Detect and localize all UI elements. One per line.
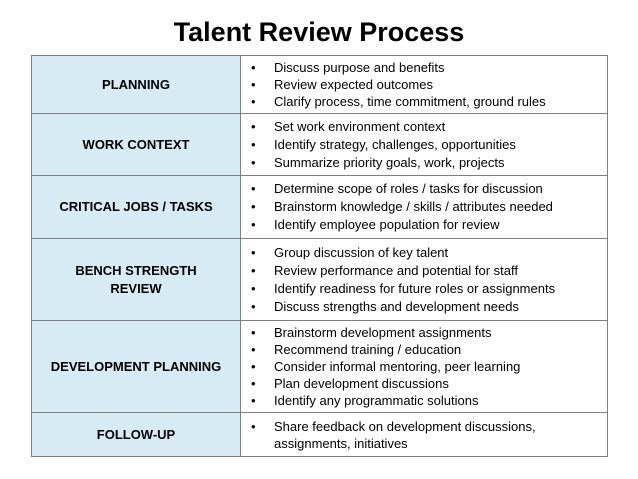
bullet-icon: • xyxy=(251,154,256,170)
table-row-follow-up xyxy=(32,413,608,457)
talent-review-table xyxy=(31,55,608,457)
bullet-icon: • xyxy=(251,342,256,357)
bullet-icon: • xyxy=(251,325,256,340)
list-item xyxy=(251,59,607,76)
bullet-icon: • xyxy=(251,280,256,296)
list-item-text: Summarize priority goals, work, projects xyxy=(274,154,505,170)
list-item-text: Identify employee population for review xyxy=(274,217,500,232)
list-item-text: Consider informal mentoring, peer learning xyxy=(274,359,521,374)
list-item xyxy=(251,93,607,110)
list-item xyxy=(251,136,607,154)
list-item-text: Brainstorm knowledge / skills / attributes needed xyxy=(274,199,553,214)
list-item xyxy=(251,154,607,172)
list-item xyxy=(251,180,607,198)
table-row-development-planning xyxy=(32,321,608,413)
table-row-critical-jobs xyxy=(32,176,608,239)
bullet-icon: • xyxy=(251,199,256,214)
bullet-icon: • xyxy=(251,376,256,391)
list-item xyxy=(251,118,607,136)
stage-label-follow-up: FOLLOW-UP xyxy=(32,413,241,457)
stage-items-work-context xyxy=(241,114,608,176)
list-item xyxy=(251,298,607,316)
list-item xyxy=(251,262,607,280)
bullet-icon: • xyxy=(251,262,256,278)
list-item-text: Identify strategy, challenges, opportunities xyxy=(274,136,516,152)
list-item-text: Identify readiness for future roles or assignments xyxy=(274,280,556,296)
bullet-icon: • xyxy=(251,136,256,152)
table-row-planning xyxy=(32,56,608,114)
list-item-text: Review expected outcomes xyxy=(274,77,433,92)
list-item-text: Determine scope of roles / tasks for discussion xyxy=(274,181,543,196)
list-item-text: Share feedback on development discussions, assignments, initiatives xyxy=(274,418,536,451)
list-item-text: Discuss purpose and benefits xyxy=(274,60,445,75)
bullet-icon: • xyxy=(251,359,256,374)
bullet-icon: • xyxy=(251,118,256,134)
list-item-text: Group discussion of key talent xyxy=(274,244,449,260)
list-item xyxy=(251,418,607,452)
list-item xyxy=(251,375,607,392)
list-item xyxy=(251,280,607,298)
bullet-icon: • xyxy=(251,298,256,314)
bullet-icon: • xyxy=(251,244,256,260)
list-item xyxy=(251,198,607,216)
stage-items-development-planning xyxy=(241,321,608,413)
list-item-text: Identify any programmatic solutions xyxy=(274,393,479,408)
bullet-icon: • xyxy=(251,77,256,92)
stage-label-planning: PLANNING xyxy=(32,56,241,114)
list-item xyxy=(251,341,607,358)
list-item xyxy=(251,216,607,234)
stage-items-follow-up xyxy=(241,413,608,457)
stage-label-line: BENCH STRENGTH xyxy=(75,262,197,278)
stage-label-development-planning: DEVELOPMENT PLANNING xyxy=(32,321,241,413)
list-item-text: Clarify process, time commitment, ground rules xyxy=(274,94,546,109)
bullet-icon: • xyxy=(251,94,256,109)
bullet-icon: • xyxy=(251,393,256,408)
bullet-icon: • xyxy=(251,60,256,75)
list-item-text: Set work environment context xyxy=(274,118,446,134)
stage-label-line: REVIEW xyxy=(110,280,162,296)
list-item xyxy=(251,324,607,341)
table-row-bench-strength xyxy=(32,239,608,321)
stage-items-bench-strength xyxy=(241,239,608,321)
stage-items-critical-jobs xyxy=(241,176,608,239)
list-item xyxy=(251,358,607,375)
bullet-icon: • xyxy=(251,418,256,434)
bullet-icon: • xyxy=(251,217,256,232)
list-item xyxy=(251,244,607,262)
page-title: Talent Review Process xyxy=(173,17,465,47)
list-item-text: Recommend training / education xyxy=(274,342,462,357)
table-row-work-context xyxy=(32,114,608,176)
bullet-icon: • xyxy=(251,181,256,196)
list-item-text: Review performance and potential for staff xyxy=(274,262,519,278)
list-item-text: Brainstorm development assignments xyxy=(274,325,492,340)
stage-label-work-context: WORK CONTEXT xyxy=(32,114,241,176)
stage-items-planning xyxy=(241,56,608,114)
stage-label-critical-jobs: CRITICAL JOBS / TASKS xyxy=(32,176,241,239)
list-item-text: Plan development discussions xyxy=(274,376,449,391)
list-item xyxy=(251,392,607,409)
list-item-text: Discuss strengths and development needs xyxy=(274,298,519,314)
list-item xyxy=(251,76,607,93)
stage-label-bench-strength xyxy=(32,239,241,321)
